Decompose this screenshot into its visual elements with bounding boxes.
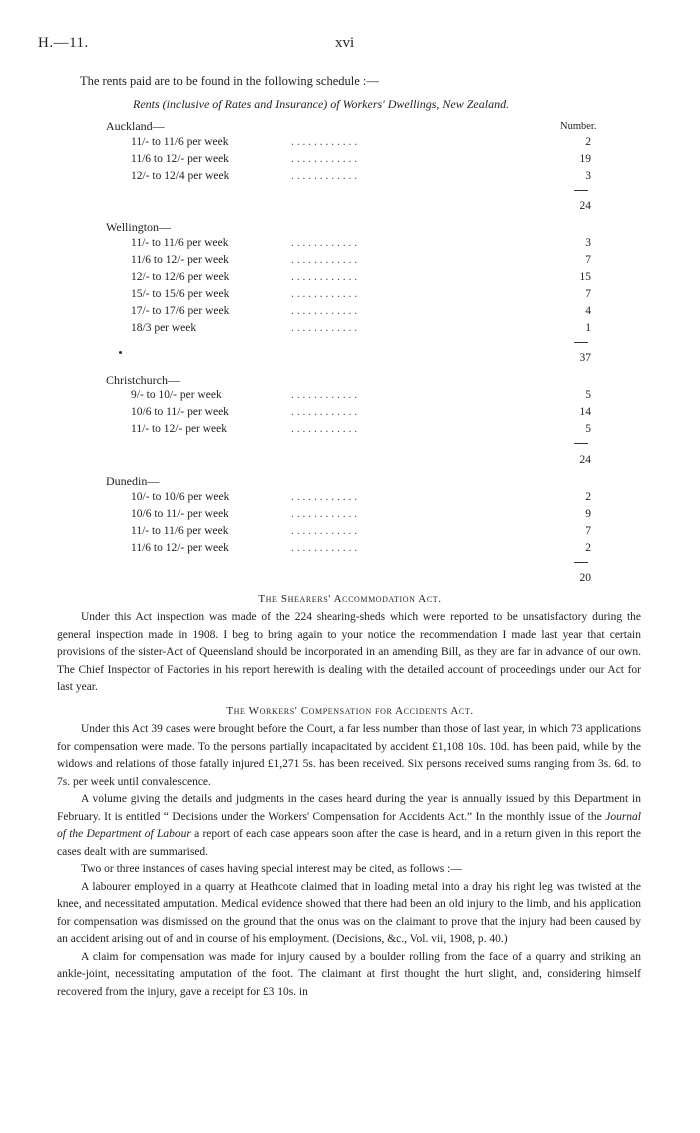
rent-range: 10/6 to 11/- per week bbox=[131, 508, 229, 520]
paragraph: Under this Act inspection was made of the 224 shearing-sheds which were reported to be unsatisfactory during the general inspection made in 1908. I beg to bring again to your notice the recommendation I made last year that certain provisions of the sister-Act of Queensland should be incorporated in an amending Bill, as they are far in advance of our own. The Chief Inspector of Factories in his report herewith is dealing with the detailed account of proceedings under our Act for last year. bbox=[57, 611, 641, 693]
table-row bbox=[131, 491, 591, 507]
dwelling-count: 5 bbox=[585, 423, 591, 435]
total-rule bbox=[574, 443, 588, 444]
rent-range: 11/- to 11/6 per week bbox=[131, 525, 229, 537]
paragraph: Two or three instances of cases having special interest may be cited, as follows :— bbox=[81, 863, 462, 875]
table-row bbox=[131, 322, 591, 338]
rent-range: 15/- to 15/6 per week bbox=[131, 288, 230, 300]
table-row bbox=[131, 525, 591, 541]
paragraph-text: A volume giving the details and judgments in the cases heard during the year is annually issued by this Department in February. It is entitled “ Decisions under the Workers' Compensation for Accidents Act.” In the monthly issue of the bbox=[57, 793, 641, 823]
section-title-workers-compensation: The Workers' Compensation for Accidents Act. bbox=[226, 705, 474, 717]
leader-dots: . . . . . . . . . . . . bbox=[291, 237, 358, 249]
rent-range: 11/6 to 12/- per week bbox=[131, 153, 229, 165]
table-row bbox=[131, 389, 591, 405]
dwelling-count: 7 bbox=[585, 525, 591, 537]
city-heading-auckland: Auckland— bbox=[106, 119, 165, 133]
leader-dots: . . . . . . . . . . . . bbox=[291, 508, 358, 520]
dwelling-count: 15 bbox=[579, 271, 591, 283]
total-rule bbox=[574, 342, 588, 343]
total-rule bbox=[574, 190, 588, 191]
city-heading-dunedin: Dunedin— bbox=[106, 474, 160, 488]
table-row bbox=[131, 305, 591, 321]
schedule-intro: The rents paid are to be found in the following schedule :— bbox=[80, 74, 379, 88]
leader-dots: . . . . . . . . . . . . bbox=[291, 305, 358, 317]
table-row bbox=[131, 136, 591, 152]
dwelling-count: 3 bbox=[585, 237, 591, 249]
city-total: 24 bbox=[579, 200, 591, 212]
table-row bbox=[131, 423, 591, 439]
paragraph: A labourer employed in a quarry at Heathcote claimed that in loading metal into a dray his right leg was twisted at the knee, and necessitated amputation. Medical evidence showed that there had been an old injury to the limb, and his application for compensation was dismissed on the ground that the onus was on the claimant to prove that the injury had been caused by an accident arising out of and in course of his employment. (Decisions, &c., Vol. vii, 1908, p. 40.) bbox=[57, 880, 641, 945]
paragraph: A claim for compensation was made for injury caused by a boulder rolling from the face of a quarry and striking an ankle-joint, necessitating amputation of the foot. The claimant at first thought the hurt slight, and, considering himself recovered from the injury, gave a receipt for £3 10s. in bbox=[57, 950, 641, 998]
stray-mark bbox=[119, 351, 122, 354]
rent-range: 10/6 to 11/- per week bbox=[131, 406, 229, 418]
leader-dots: . . . . . . . . . . . . bbox=[291, 389, 358, 401]
page-number: xvi bbox=[335, 35, 355, 51]
rent-range: 11/6 to 12/- per week bbox=[131, 254, 229, 266]
leader-dots: . . . . . . . . . . . . bbox=[291, 153, 358, 165]
rent-range: 17/- to 17/6 per week bbox=[131, 305, 230, 317]
rent-range: 11/- to 12/- per week bbox=[131, 423, 228, 435]
table-row bbox=[131, 542, 591, 558]
city-total: 37 bbox=[579, 352, 591, 364]
leader-dots: . . . . . . . . . . . . bbox=[291, 406, 358, 418]
table-row bbox=[131, 508, 591, 524]
leader-dots: . . . . . . . . . . . . bbox=[291, 254, 358, 266]
paragraph: Under this Act 39 cases were brought before the Court, a far less number than those of last year, in which 73 applications for compensation were made. To the persons partially incapacitated by accident £1,108 10s. 10d. has been paid, while by the widows and relations of those fatally injured £1,271 5s. has been received. Six persons received sums ranging from 3s. 6d. to 7s. per week until convalescence. bbox=[57, 723, 641, 788]
rent-range: 10/- to 10/6 per week bbox=[131, 491, 230, 503]
dwelling-count: 14 bbox=[579, 406, 591, 418]
rent-range: 9/- to 10/- per week bbox=[131, 389, 222, 401]
section-body-workers-compensation bbox=[57, 721, 641, 1001]
dwelling-count: 1 bbox=[585, 322, 591, 334]
rent-range: 11/6 to 12/- per week bbox=[131, 542, 229, 554]
leader-dots: . . . . . . . . . . . . bbox=[291, 525, 358, 537]
total-rule bbox=[574, 562, 588, 563]
paragraph-text: a report of each case appears soon after the case is heard, and in a return given in this report the cases dealt with are summarised. bbox=[57, 828, 641, 858]
leader-dots: . . . . . . . . . . . . bbox=[291, 322, 358, 334]
rent-range: 11/- to 11/6 per week bbox=[131, 136, 229, 148]
leader-dots: . . . . . . . . . . . . bbox=[291, 288, 358, 300]
table-row bbox=[131, 237, 591, 253]
leader-dots: . . . . . . . . . . . . bbox=[291, 136, 358, 148]
city-total: 20 bbox=[579, 572, 591, 584]
dwelling-count: 2 bbox=[585, 542, 591, 554]
leader-dots: . . . . . . . . . . . . bbox=[291, 170, 358, 182]
rent-range: 12/- to 12/6 per week bbox=[131, 271, 230, 283]
table-row bbox=[131, 288, 591, 304]
city-heading-christchurch: Christchurch— bbox=[106, 373, 180, 387]
table-row bbox=[131, 170, 591, 186]
rent-range: 12/- to 12/4 per week bbox=[131, 170, 230, 182]
leader-dots: . . . . . . . . . . . . bbox=[291, 423, 358, 435]
table-row bbox=[131, 406, 591, 422]
table-row bbox=[131, 271, 591, 287]
city-total: 24 bbox=[579, 454, 591, 466]
dwelling-count: 9 bbox=[585, 508, 591, 520]
schedule-title: Rents (inclusive of Rates and Insurance) of Workers' Dwellings, New Zealand. bbox=[133, 97, 510, 111]
leader-dots: . . . . . . . . . . . . bbox=[291, 271, 358, 283]
dwelling-count: 3 bbox=[585, 170, 591, 182]
leader-dots: . . . . . . . . . . . . bbox=[291, 542, 358, 554]
table-row bbox=[131, 254, 591, 270]
section-body-shearers-act bbox=[57, 609, 641, 697]
dwelling-count: 2 bbox=[585, 136, 591, 148]
rent-range: 11/- to 11/6 per week bbox=[131, 237, 229, 249]
dwelling-count: 19 bbox=[579, 153, 591, 165]
section-title-shearers-act: The Shearers' Accommodation Act. bbox=[258, 593, 442, 605]
journal-title: Journal of the Department of Labour bbox=[57, 810, 641, 840]
dwelling-count: 7 bbox=[585, 288, 591, 300]
dwelling-count: 5 bbox=[585, 389, 591, 401]
number-column-header: Number. bbox=[560, 121, 597, 132]
dwelling-count: 4 bbox=[585, 305, 591, 317]
paragraph bbox=[57, 791, 641, 861]
rent-range: 18/3 per week bbox=[131, 322, 197, 334]
leader-dots: . . . . . . . . . . . . bbox=[291, 491, 358, 503]
dwelling-count: 2 bbox=[585, 491, 591, 503]
page-reference: H.—11. bbox=[38, 35, 89, 51]
dwelling-count: 7 bbox=[585, 254, 591, 266]
city-heading-wellington: Wellington— bbox=[106, 220, 172, 234]
table-row bbox=[131, 153, 591, 169]
